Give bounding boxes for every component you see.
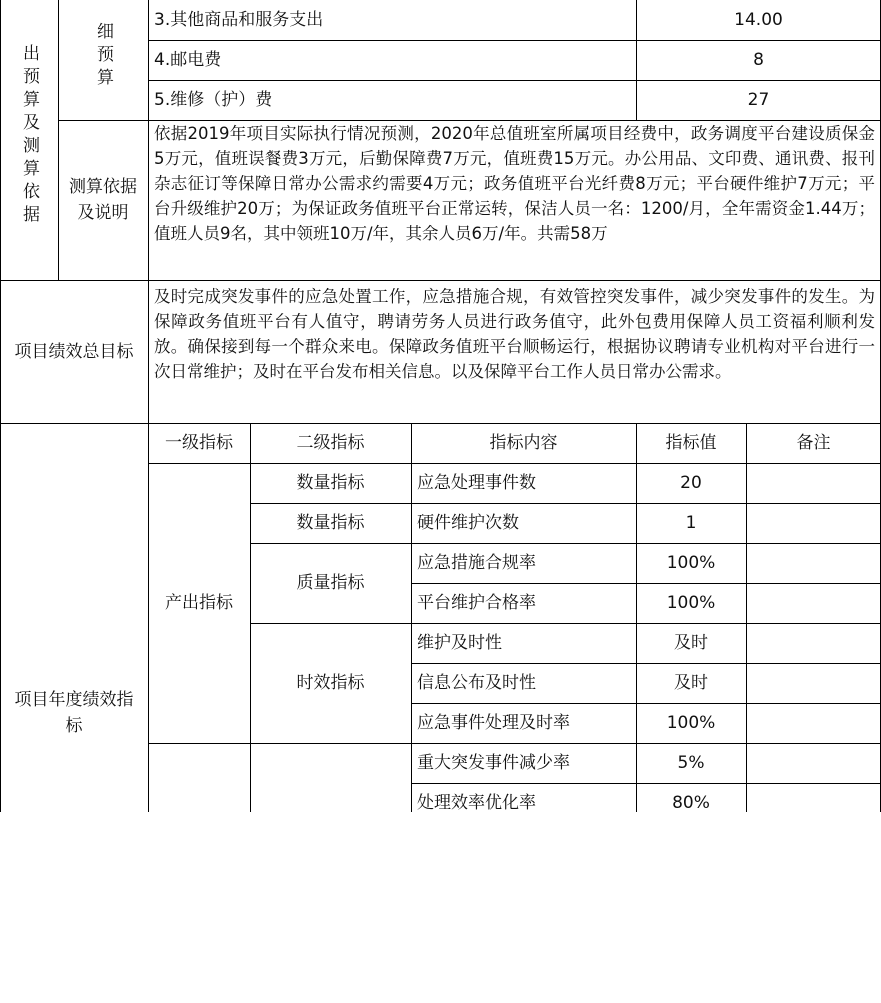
indicator-value: 100% [666,713,716,733]
grid-line [411,663,881,664]
grid-line [148,40,881,41]
level2-quantity: 数量指标 [296,473,365,493]
basis-text: 依据2019年项目实际执行情况预测，2020年总值班室所属项目经费中，政务调度平台建设质保金5万元，值班误餐费3万元，后勤保障费7万元，值班费15万元。办公用品、文印费、通讯费、报刊杂志征订等保障日常办公需求约需要4万元；政务值班平台光纤费8万元；平台硬件维护7万元；平台升级维护20万；为保证政务值班平台正常运转，保洁人员一名：1200/月，全年需资金1.44万；值班人员9名，其中领班10万/年，其余人员6万/年。共需58万 [154,124,875,243]
expense-row-name: 4.邮电费 [154,50,222,70]
grid-line [148,743,881,744]
basis-label [58,120,148,280]
grid-line [636,0,637,120]
expense-row-value: 8 [753,50,764,70]
grid-line [411,783,881,784]
expense-row-name: 5.维修（护）费 [154,90,273,110]
header-remark: 备注 [796,433,831,453]
grid-line [250,543,881,544]
level2-quantity: 数量指标 [296,513,365,533]
level2-timeliness: 时效指标 [296,673,365,693]
indicator-content: 应急措施合规率 [417,553,536,573]
expense-row-name: 3.其他商品和服务支出 [154,10,324,30]
grid-line [746,423,747,812]
expense-row-value: 14.00 [734,10,783,30]
indicator-value: 80% [672,793,710,813]
indicator-value: 及时 [674,673,708,693]
grid-line [0,423,881,424]
indicator-content: 信息公布及时性 [417,673,536,693]
indicators-section-label-text: 项目年度绩效指标 [14,690,134,736]
indicator-content: 处理效率优化率 [417,793,536,813]
grid-line [411,583,881,584]
vertical-section-label-text: 出预算及测算依据 [19,44,39,228]
indicators-section-label [0,423,148,1003]
grid-line [250,623,881,624]
goal-text: 及时完成突发事件的应急处置工作，应急措施合规，有效管控突发事件，减少突发事件的发生。为保障政务值班平台有人值守，聘请劳务人员进行政务值守，此外包费用保障人员工资福利顺利发放。确保接到每一个群众来电。保障政务值班平台顺畅运行，根据协议聘请专业机构对平台进行一次日常维护；及时在平台发布相关信息。以及保障平台工作人员日常办公需求。 [154,287,875,381]
grid-line [0,0,1,812]
grid-line [0,280,881,281]
grid-line [58,120,881,121]
indicator-value: 20 [680,473,702,493]
indicator-value: 1 [685,513,697,533]
header-level2: 二级指标 [296,433,365,453]
grid-line [636,423,637,812]
grid-line [411,423,412,812]
indicator-content: 硬件维护次数 [417,513,519,533]
indicator-content: 应急处理事件数 [417,473,536,493]
grid-line [250,423,251,812]
indicator-content: 维护及时性 [417,633,502,653]
vertical-section-label [0,0,58,280]
header-level1: 一级指标 [165,433,233,453]
indicator-value: 5% [677,753,705,773]
indicator-content: 重大突发事件减少率 [417,753,570,773]
header-value: 指标值 [665,433,717,453]
grid-line [148,463,881,464]
expense-row-value: 27 [747,90,770,110]
grid-line [250,503,881,504]
level2-quality: 质量指标 [296,573,365,593]
grid-line [411,703,881,704]
indicator-value: 100% [666,593,716,613]
indicator-value: 100% [666,553,716,573]
basis-label-text: 测算依据及说明 [69,177,137,223]
grid-line [58,0,59,280]
header-content: 指标内容 [489,433,558,453]
grid-line [148,0,149,812]
indicator-content: 平台维护合格率 [417,593,536,613]
grid-line [148,80,881,81]
goal-label: 项目绩效总目标 [14,341,134,362]
indicator-content: 应急事件处理及时率 [417,713,570,733]
detail-budget-label-text: 细预算 [93,21,113,91]
indicator-value: 及时 [674,633,708,653]
level1-output: 产出指标 [165,593,233,613]
detail-budget-label [58,0,148,120]
